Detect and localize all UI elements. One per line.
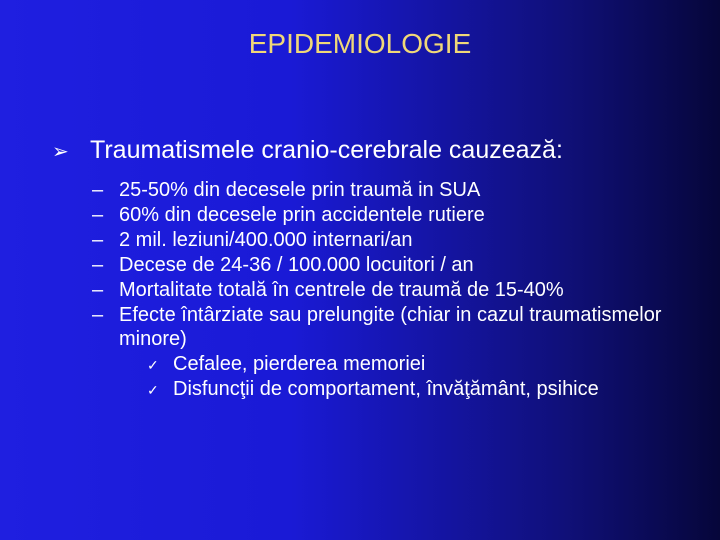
checkmark-icon: ✓ (147, 357, 159, 373)
dash-bullet-icon: – (92, 179, 104, 201)
checkmark-icon: ✓ (147, 382, 159, 398)
sub-bullet-text: Mortalitate totală în centrele de traumă de 15-40% (119, 279, 564, 301)
sub-bullet-list (92, 178, 692, 402)
main-bullet (52, 136, 702, 165)
sub-bullet-item (92, 253, 692, 277)
main-bullet-text: Traumatismele cranio-cerebrale cauzează: (90, 136, 563, 164)
dash-bullet-icon: – (92, 304, 104, 326)
arrow-bullet-icon: ➢ (52, 141, 69, 163)
dash-bullet-icon: – (92, 204, 104, 226)
sub-bullet-text: 25-50% din decesele prin traumă in SUA (119, 179, 481, 201)
dash-bullet-icon: – (92, 279, 104, 301)
check-bullet-list (119, 352, 692, 402)
sub-bullet-text: 2 mil. leziuni/400.000 internari/an (119, 229, 413, 251)
sub-bullet-item (92, 203, 692, 227)
check-bullet-item (147, 352, 692, 377)
check-bullet-text: Disfuncţii de comportament, învăţământ, psihice (173, 378, 599, 400)
sub-bullet-text: Efecte întârziate sau prelungite (chiar in cazul traumatismelor minore) (119, 304, 662, 350)
sub-bullet-text: 60% din decesele prin accidentele rutiere (119, 204, 485, 226)
check-bullet-text: Cefalee, pierderea memoriei (173, 353, 426, 375)
check-bullet-item (147, 377, 692, 402)
sub-bullet-item (92, 278, 692, 302)
sub-bullet-item (92, 228, 692, 252)
sub-bullet-item (92, 178, 692, 202)
sub-bullet-text: Decese de 24-36 / 100.000 locuitori / an (119, 254, 474, 276)
dash-bullet-icon: – (92, 254, 104, 276)
dash-bullet-icon: – (92, 229, 104, 251)
slide-title: EPIDEMIOLOGIE (248, 28, 472, 59)
sub-bullet-item (92, 303, 692, 351)
